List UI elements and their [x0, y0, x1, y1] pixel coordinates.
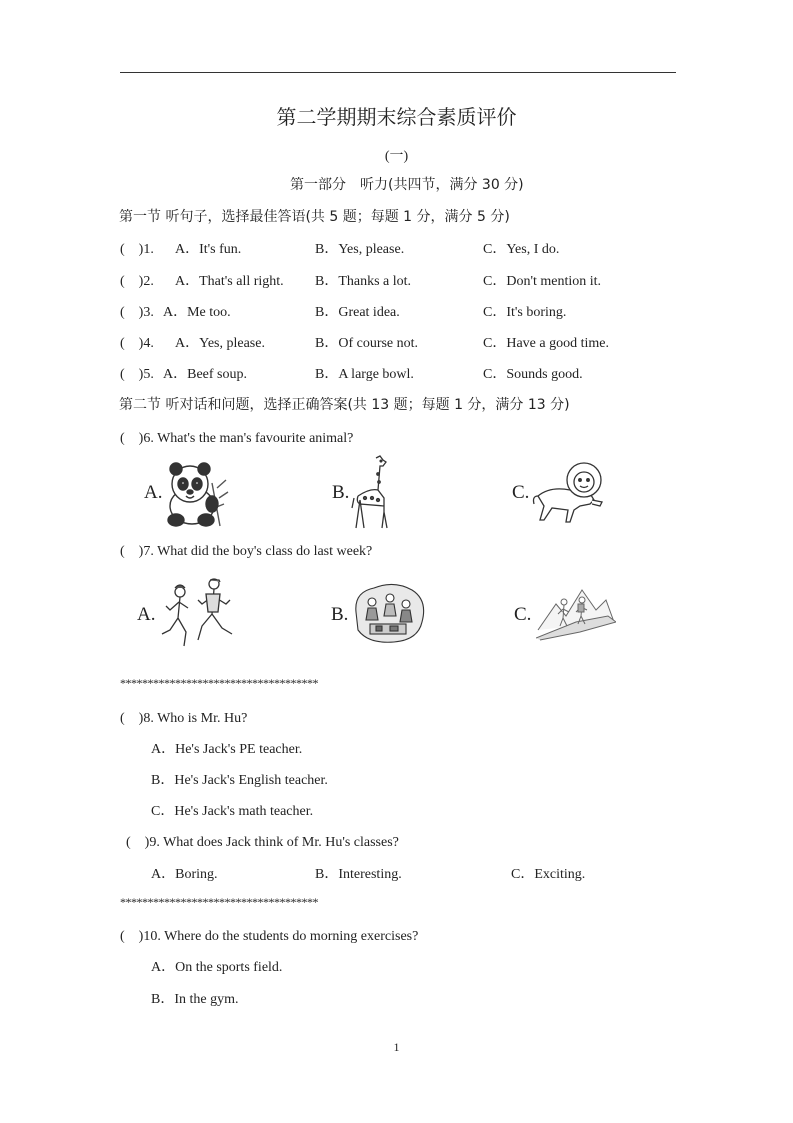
- picnic-picture: [350, 582, 428, 646]
- q2-option-a: A．That's all right.: [175, 274, 284, 289]
- q1-number: ( )1.: [120, 242, 154, 257]
- running-picture: [158, 574, 238, 654]
- q5-option-b: B．A large bowl.: [315, 367, 414, 382]
- q1-option-a: A．It's fun.: [175, 242, 242, 257]
- q3-option-a: A．Me too.: [163, 305, 231, 320]
- header-rule: [120, 72, 676, 73]
- q3-number: ( )3.: [120, 305, 154, 320]
- q10-text: ( )10. Where do the students do morning exercises?: [120, 929, 419, 944]
- q6-label-a: A.: [144, 482, 163, 503]
- q4-option-a: A．Yes, please.: [175, 336, 265, 351]
- panda-picture: [162, 458, 234, 528]
- q6-text: ( )6. What's the man's favourite animal?: [120, 431, 354, 446]
- section2-heading: 第二节 听对话和问题，选择正确答案(共 13 题；每题 1 分，满分 13 分): [119, 397, 570, 413]
- q9-option-a: A．Boring.: [151, 867, 218, 882]
- section1-heading: 第一节 听句子，选择最佳答语(共 5 题；每题 1 分，满分 5 分): [119, 209, 510, 225]
- q2-option-c: C．Don't mention it.: [483, 274, 602, 289]
- q6-label-b: B.: [332, 482, 350, 503]
- q8-text: ( )8. Who is Mr. Hu?: [120, 711, 248, 726]
- q3-option-b: B．Great idea.: [315, 305, 400, 320]
- q1-option-b: B．Yes, please.: [315, 242, 405, 257]
- lion-picture: [530, 460, 606, 526]
- hiking-picture: [536, 582, 616, 642]
- q9-option-b: B．Interesting.: [315, 867, 402, 882]
- q8-option-c: C．He's Jack's math teacher.: [151, 804, 314, 819]
- page-subtitle: (一): [384, 149, 409, 164]
- q7-label-a: A.: [137, 604, 156, 625]
- q10-option-a: A．On the sports field.: [151, 960, 283, 975]
- part-heading: 第一部分 听力(共四节，满分 30 分): [290, 177, 524, 193]
- q4-option-c: C．Have a good time.: [483, 336, 609, 351]
- q2-number: ( )2.: [120, 274, 154, 289]
- q9-option-c: C．Exciting.: [511, 867, 586, 882]
- giraffe-picture: [350, 454, 394, 532]
- q6-label-c: C.: [512, 482, 530, 503]
- q4-option-b: B．Of course not.: [315, 336, 419, 351]
- q7-label-c: C.: [514, 604, 532, 625]
- q5-option-a: A．Beef soup.: [163, 367, 247, 382]
- divider-stars-2: ************************************: [120, 895, 318, 909]
- q5-option-c: C．Sounds good.: [483, 367, 583, 382]
- q10-option-b: B．In the gym.: [151, 992, 239, 1007]
- q7-text: ( )7. What did the boy's class do last week?: [120, 544, 373, 559]
- q2-option-b: B．Thanks a lot.: [315, 274, 412, 289]
- q7-label-b: B.: [331, 604, 349, 625]
- q5-number: ( )5.: [120, 367, 154, 382]
- q8-option-b: B．He's Jack's English teacher.: [151, 773, 328, 788]
- q1-option-c: C．Yes, I do.: [483, 242, 560, 257]
- page-title: 第二学期期末综合素质评价: [276, 105, 517, 129]
- q3-option-c: C．It's boring.: [483, 305, 567, 320]
- q4-number: ( )4.: [120, 336, 154, 351]
- divider-stars-1: ************************************: [120, 676, 318, 690]
- q9-text: ( )9. What does Jack think of Mr. Hu's classes?: [126, 835, 399, 850]
- q8-option-a: A．He's Jack's PE teacher.: [151, 742, 303, 757]
- page-number: 1: [393, 1040, 400, 1054]
